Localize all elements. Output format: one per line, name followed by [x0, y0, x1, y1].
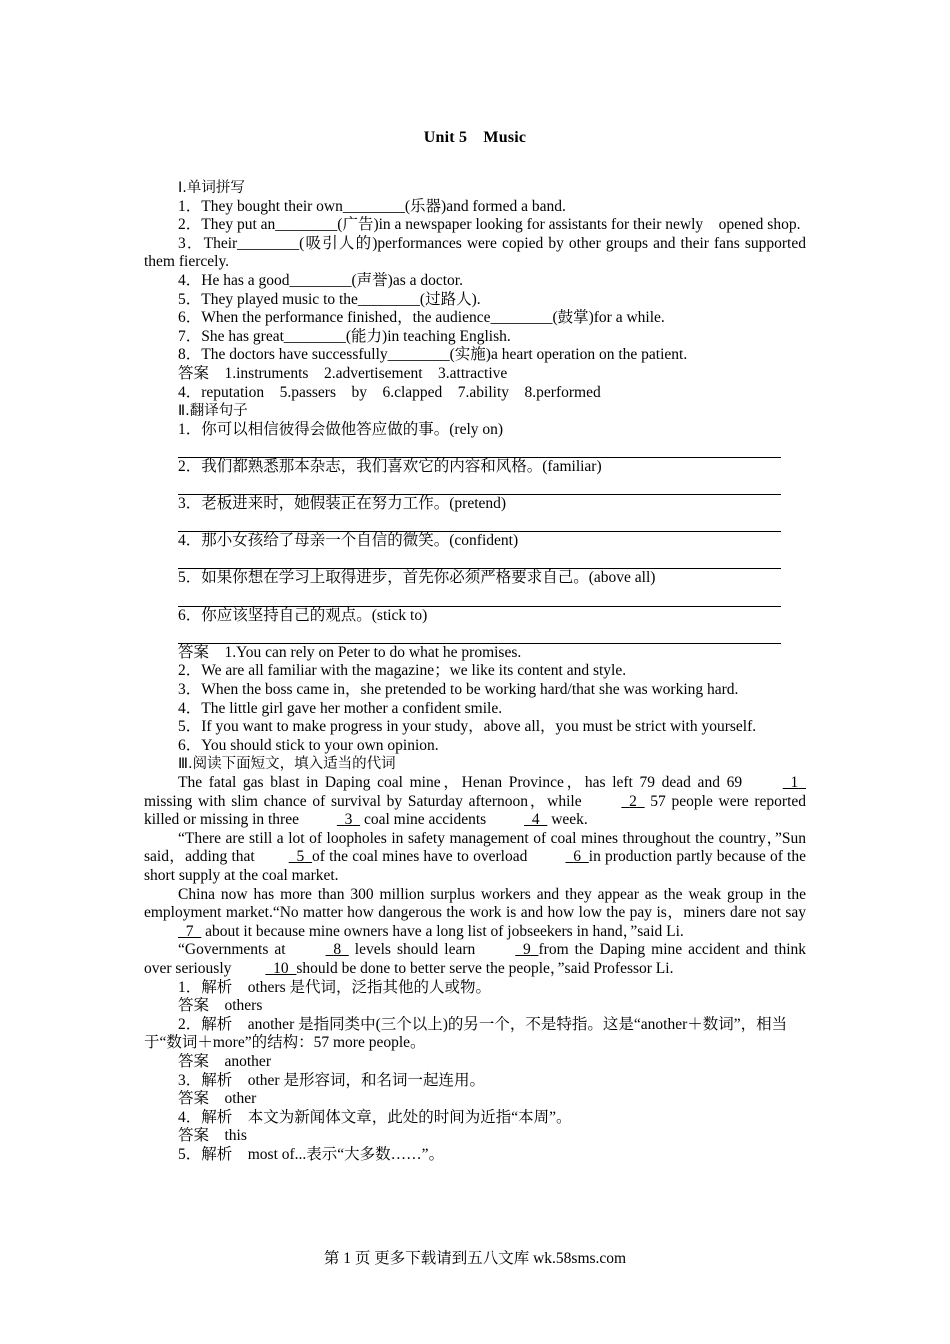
answer-line: 答案 this [178, 1127, 247, 1145]
passage-paragraph: China now has more than 300 million surplus workers and they appear as the weak group in the employment market.“No matter how dangerous the work is and how low the pay is，miners dare not say 7 about it because mine owners have a long list of jobseekers in hand，”said Li. [144, 885, 806, 940]
passage-paragraph: “There are still a lot of loopholes in safety management of coal mines throughout the country，”Sun said，adding that 5 of the coal mines have to overload 6 in production partly because of the short supply at the coal market. [144, 829, 806, 884]
blank-10: 10 [273, 959, 289, 977]
page-footer: 第 1 页 更多下载请到五八文库 wk.58sms.com [323, 1250, 627, 1267]
exercise-item: 6．你应该坚持自己的观点。(stick to) [178, 606, 428, 624]
exercise-item: 8．The doctors have successfully________(实施)a heart operation on the patient. [178, 346, 688, 364]
answer-line: 3．When the boss came in，she pretended to be working hard/that she was working hard. [178, 681, 739, 699]
blank-4: 4 [531, 811, 540, 829]
exercise-item: 4．那小女孩给了母亲一个自信的微笑。(confident) [178, 532, 519, 550]
blank-1: 1 [790, 774, 799, 791]
explanation-line: 1．解析 others 是代词，泛指其他的人或物。 [178, 978, 492, 996]
blank-7: 7 [185, 922, 194, 940]
answer-blank-line [178, 439, 781, 458]
answer-line: 6．You should stick to your own opinion. [178, 736, 439, 754]
document-body [144, 179, 806, 1164]
exercise-item: 5．They played music to the________(过路人). [178, 290, 481, 308]
answer-line: 答案 other [178, 1090, 257, 1108]
answer-blank-line [178, 625, 781, 644]
explanation-line: 5．解析 most of...表示“大多数……”。 [178, 1145, 445, 1163]
answer-blank-line [178, 588, 781, 607]
answer-blank-line [178, 514, 781, 533]
section-heading: Ⅱ.翻译句子 [178, 403, 248, 420]
section-heading: Ⅰ.单词拼写 [178, 180, 245, 196]
answer-line: 答案 1.You can rely on Peter to do what he promises. [178, 643, 522, 661]
exercise-item: 3．老板进来时，她假装正在努力工作。(pretend) [178, 495, 507, 513]
answer-line: 答案 1.instruments 2.advertisement 3.attractive [178, 364, 508, 382]
answer-blank-line [178, 477, 781, 496]
exercise-item: 1．They bought their own________(乐器)and formed a band. [178, 197, 566, 215]
exercise-item: 6．When the performance finished，the audience________(鼓掌)for a while. [178, 309, 665, 327]
exercise-item: 5．如果你想在学习上取得进步，首先你必须严格要求自己。(above all) [178, 569, 656, 587]
answer-line: 答案 another [178, 1052, 271, 1070]
answer-line: 4．The little girl gave her mother a confident smile. [178, 699, 503, 717]
exercise-item: 3．Their________(吸引人的)performances were copied by other groups and their fans supported them fiercely. [144, 234, 806, 271]
exercise-item: 2．我们都熟悉那本杂志，我们喜欢它的内容和风格。(familiar) [178, 457, 602, 475]
blank-3: 3 [344, 811, 353, 829]
answer-line: 4．reputation 5.passers by 6.clapped 7.ability 8.performed [178, 383, 601, 401]
answer-blank-line [178, 551, 781, 570]
exercise-item: 2．They put an________(广告)in a newspaper looking for assistants for their newly opened shop. [178, 216, 801, 234]
page-title: Unit 5 Music [423, 129, 527, 146]
exercise-item: 7．She has great________(能力)in teaching English. [178, 327, 511, 345]
section-heading: Ⅲ.阅读下面短文，填入适当的代词 [178, 756, 396, 773]
passage-paragraph: The fatal gas blast in Daping coal mine，Henan Province，has left 79 dead and 69 1 missing with slim chance of survival by Saturday afternoon，while 2 57 people were reported killed or missing in three 3 coal mine accidents 4 week. [144, 774, 807, 829]
blank-6: 6 [573, 848, 582, 866]
explanation-line: 3．解析 other 是形容词，和名词一起连用。 [178, 1071, 485, 1089]
answer-line: 2．We are all familiar with the magazine；we like its content and style. [178, 662, 627, 680]
answer-line: 答案 others [178, 997, 263, 1015]
blank-9: 9 [523, 941, 531, 959]
explanation-line: 2．解析 another 是指同类中(三个以上)的另一个，不是特指。这是“another＋数词”，相当于“数词＋more”的结构：57 more people。 [144, 1015, 788, 1052]
exercise-item: 4．He has a good________(声誉)as a doctor. [178, 271, 463, 289]
blank-8: 8 [333, 941, 342, 959]
blank-5: 5 [296, 848, 305, 866]
blank-2: 2 [629, 792, 637, 810]
explanation-line: 4．解析 本文为新闻体文章，此处的时间为近指“本周”。 [178, 1108, 572, 1126]
exercise-item: 1．你可以相信彼得会做他答应做的事。(rely on) [178, 420, 504, 438]
passage-paragraph: “Governments at 8 levels should learn 9 from the Daping mine accident and think over seriously 10 should be done to better serve the people，”said Professor Li. [144, 941, 806, 977]
answer-line: 5．If you want to make progress in your study，above all，you must be strict with yourself. [178, 718, 757, 736]
